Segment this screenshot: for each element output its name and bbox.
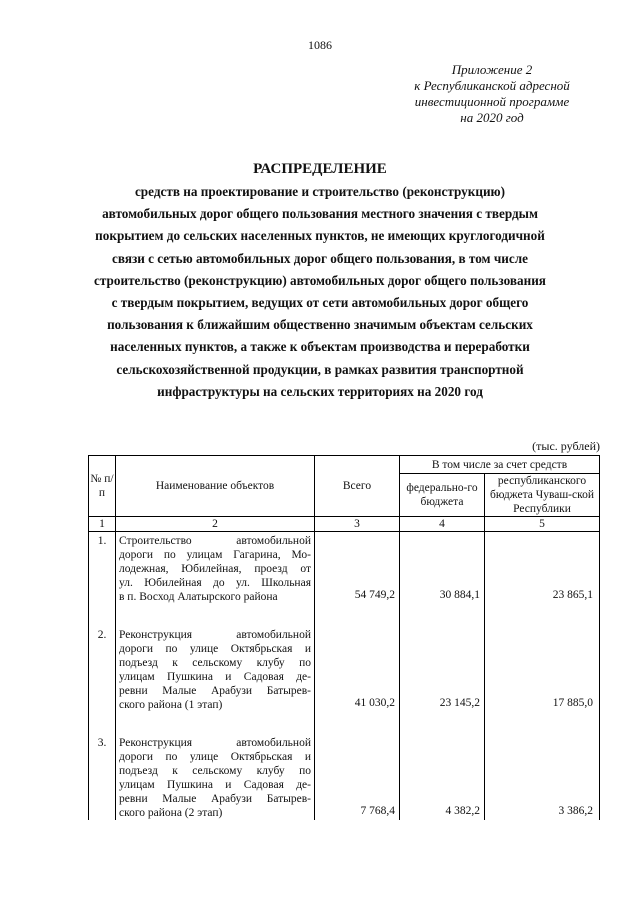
table-row	[89, 626, 600, 712]
total-value: 41 030,2	[315, 626, 400, 712]
subtitle-line: автомобильных дорог общего пользования местного значения с твердым	[102, 206, 538, 222]
column-number: 5	[485, 517, 600, 532]
appendix-note	[382, 62, 602, 126]
object-name	[116, 532, 315, 605]
subtitle-line: пользования к ближайшим общественно значимым объектам сельских	[107, 317, 533, 333]
subtitle-line: строительство (реконструкцию) автомобильных дорог общего пользования	[94, 272, 546, 288]
object-name-line: ского района (1 этап)	[119, 699, 223, 711]
row-number: 2.	[89, 626, 116, 712]
row-number: 1.	[89, 532, 116, 605]
object-name-line: дороги по улице Октябрьская и	[119, 751, 311, 763]
object-name-line: Реконструкция автомобильной	[119, 629, 311, 641]
header-num: № п/п	[89, 456, 116, 517]
header-name: Наименование объектов	[116, 456, 315, 517]
federal-value: 23 145,2	[400, 626, 485, 712]
object-name-line: ревни Малые Арабузи Батырев-	[119, 685, 311, 697]
object-name-line: в п. Восход Алатырского района	[119, 591, 278, 603]
header-republic: республиканского бюджета Чуваш-ской Республики	[485, 474, 600, 517]
appendix-line: Приложение 2	[451, 62, 533, 77]
distribution-table	[88, 455, 600, 820]
subtitle-line: инфраструктуры на сельских территориях на 2020 год	[157, 383, 483, 399]
object-name-line: ревни Малые Арабузи Батырев-	[119, 793, 311, 805]
object-name-line: Строительство автомобильной	[119, 535, 311, 547]
appendix-line: на 2020 год	[460, 110, 524, 125]
subtitle-line: с твердым покрытием, ведущих от сети автомобильных дорог общего	[111, 295, 529, 311]
republic-value: 3 386,2	[485, 734, 600, 820]
appendix-line: инвестиционной программе	[414, 94, 570, 109]
object-name	[116, 626, 315, 712]
appendix-line: к Республиканской адресной	[414, 78, 570, 93]
republic-value: 17 885,0	[485, 626, 600, 712]
document-subtitle	[60, 181, 580, 403]
object-name-line: дороги по улице Октябрьская и	[119, 643, 311, 655]
object-name-line: дороги по улицам Гагарина, Мо-	[119, 549, 311, 561]
federal-value: 4 382,2	[400, 734, 485, 820]
object-name-line: улицам Пушкина и Садовая де-	[119, 671, 311, 683]
table-row	[89, 734, 600, 820]
object-name-line: ского района (2 этап)	[119, 807, 223, 819]
subtitle-line: средств на проектирование и строительство (реконструкцию)	[134, 184, 506, 199]
federal-value: 30 884,1	[400, 532, 485, 605]
subtitle-line: связи с сетью автомобильных дорог общего пользования, в том числе	[112, 250, 528, 266]
header-federal: федерально-го бюджета	[400, 474, 485, 517]
column-number: 3	[315, 517, 400, 532]
column-number: 2	[116, 517, 315, 532]
object-name-line: лодежная, Юбилейная, проезд от	[119, 563, 311, 575]
object-name-line: подъезд к сельскому клубу по	[119, 657, 311, 669]
object-name-line: ул. Юбилейная до ул. Школьная	[119, 577, 311, 589]
page-number: 1086	[308, 38, 332, 52]
subtitle-line: сельскохозяйственной продукции, в рамках развития транспортной	[116, 361, 524, 377]
header-total: Всего	[315, 456, 400, 517]
row-number: 3.	[89, 734, 116, 820]
header-including: В том числе за счет средств	[400, 456, 600, 474]
column-number: 4	[400, 517, 485, 532]
row-spacer	[89, 604, 600, 626]
object-name-line: Реконструкция автомобильной	[119, 737, 311, 749]
row-spacer	[89, 712, 600, 734]
subtitle-line: покрытием до сельских населенных пунктов, не имеющих круглогодичной	[95, 228, 545, 244]
object-name-line: улицам Пушкина и Садовая де-	[119, 779, 311, 791]
total-value: 7 768,4	[315, 734, 400, 820]
republic-value: 23 865,1	[485, 532, 600, 605]
units-label: (тыс. рублей)	[532, 439, 600, 453]
column-number: 1	[89, 517, 116, 532]
document-title: РАСПРЕДЕЛЕНИЕ	[253, 161, 387, 177]
total-value: 54 749,2	[315, 532, 400, 605]
table-row	[89, 532, 600, 605]
subtitle-line: населенных пунктов, а также к объектам производства и переработки	[110, 339, 530, 355]
object-name	[116, 734, 315, 820]
object-name-line: подъезд к сельскому клубу по	[119, 765, 311, 777]
